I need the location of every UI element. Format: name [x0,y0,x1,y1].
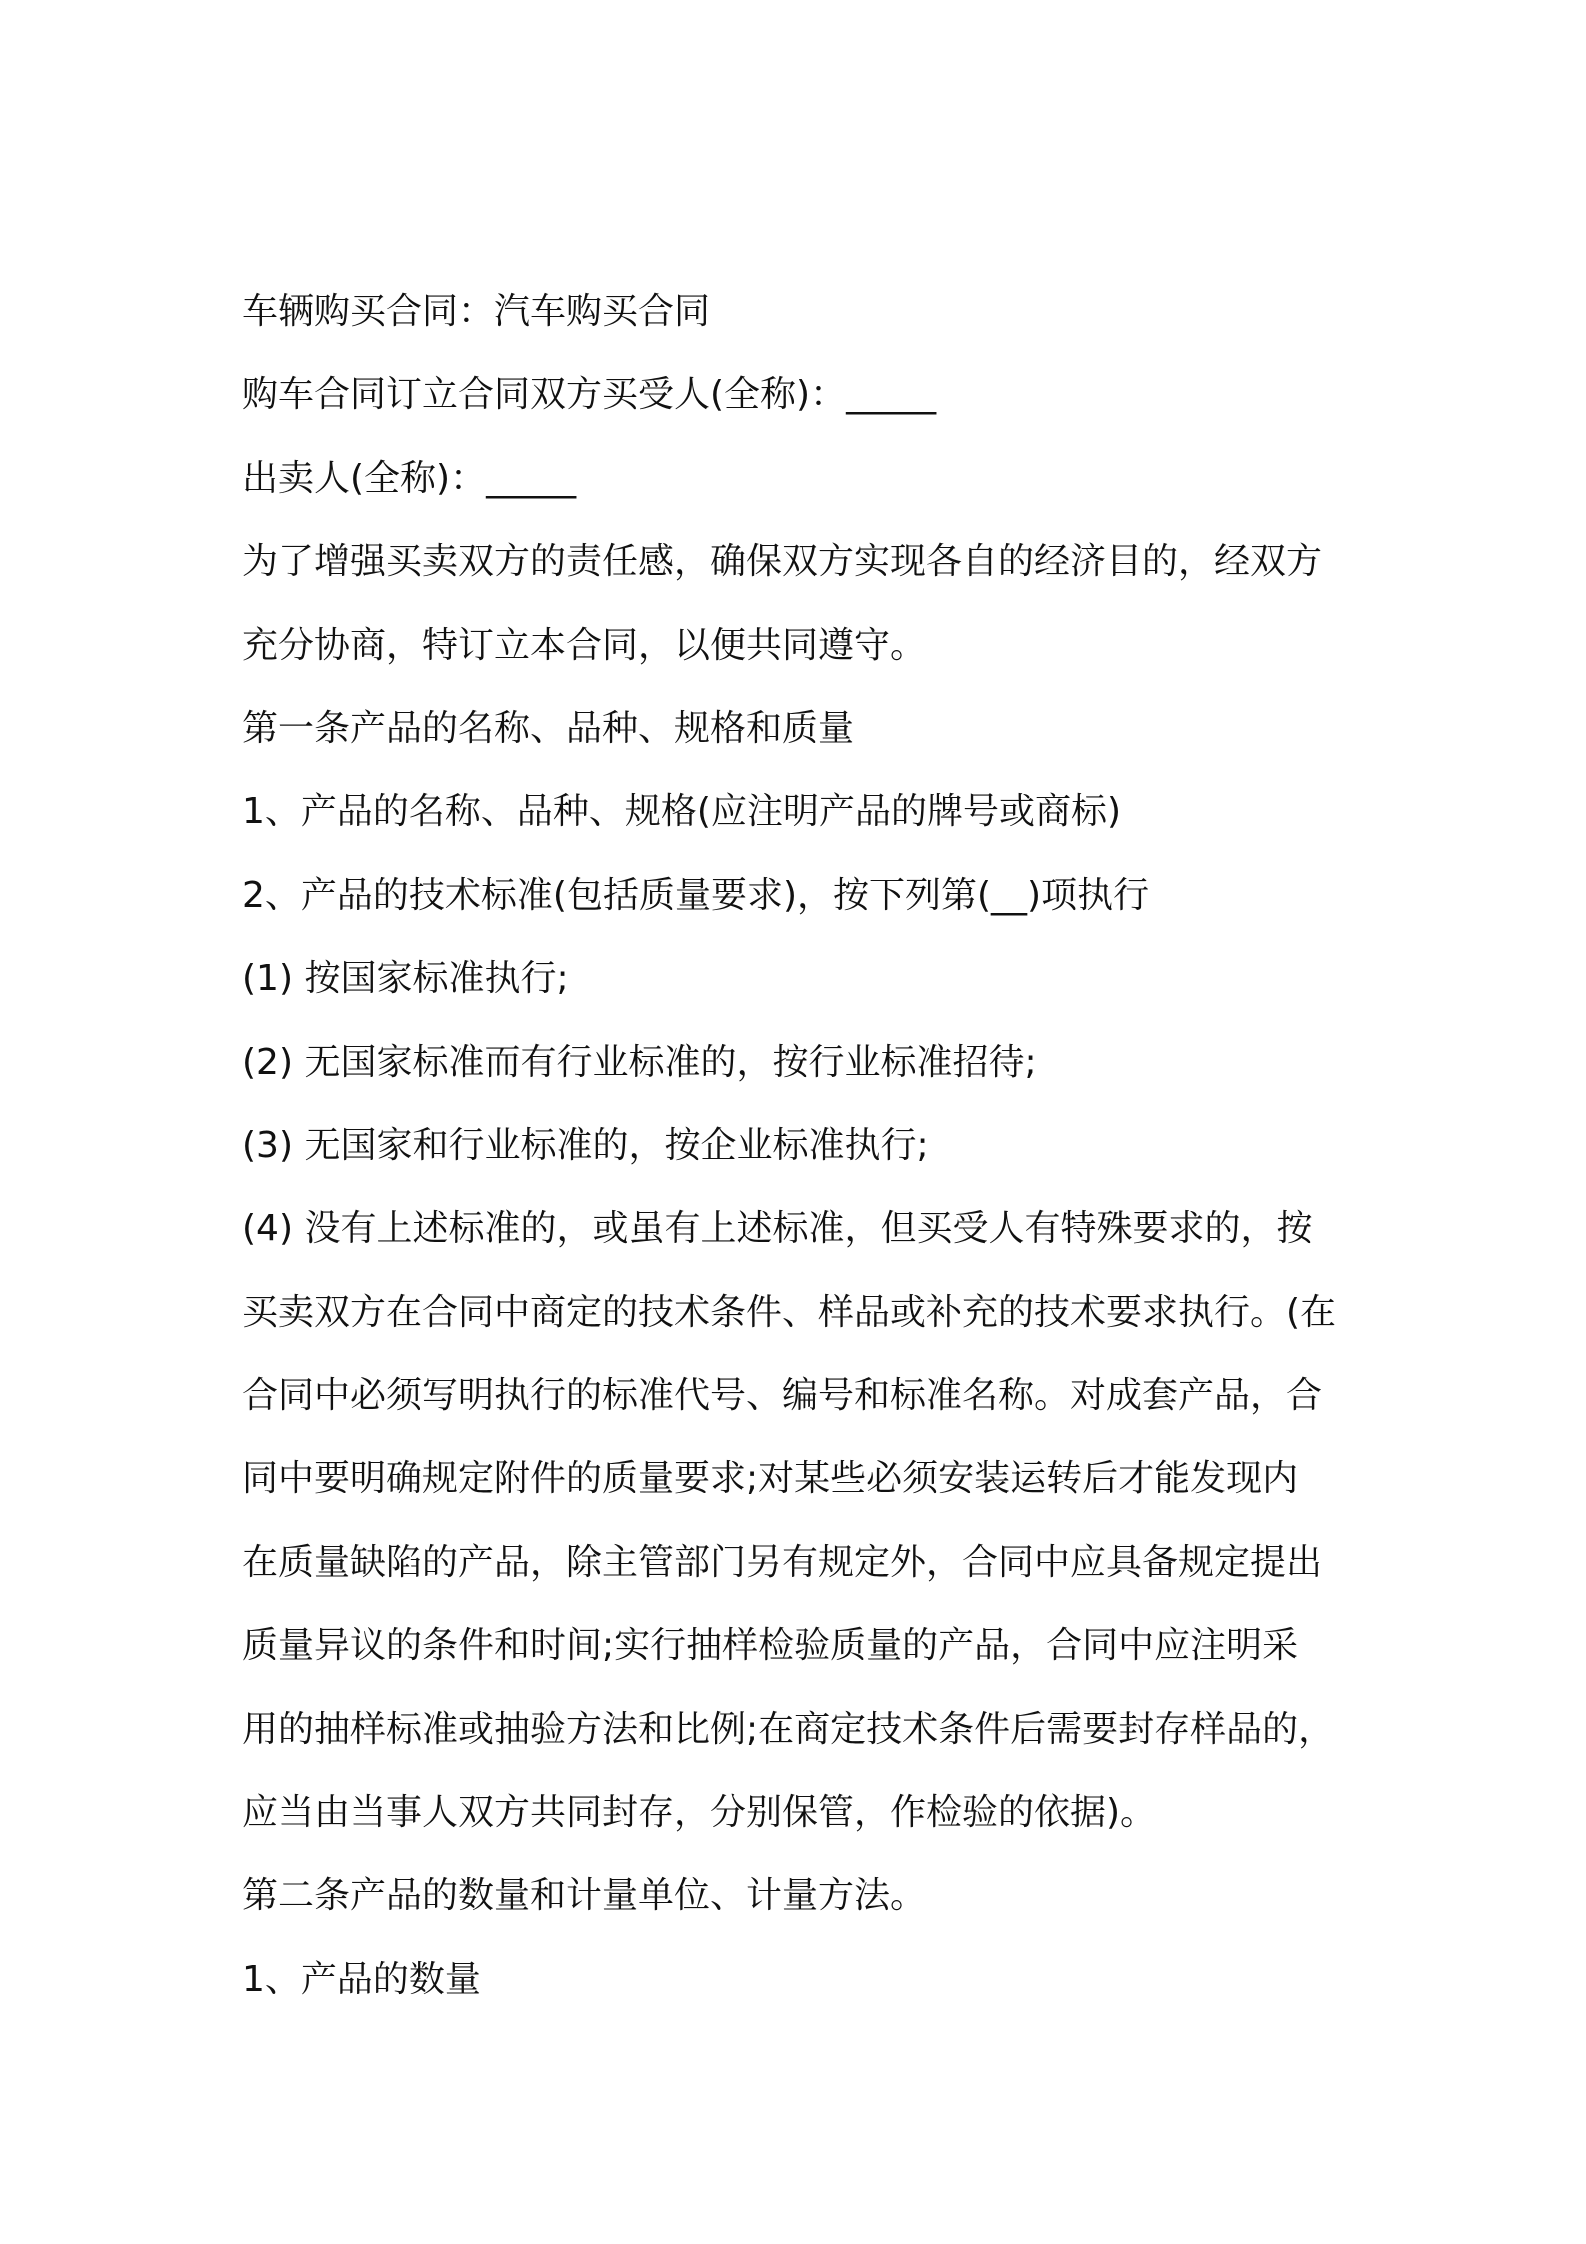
paragraph-line: 质量异议的条件和时间;实行抽样检验质量的产品，合同中应注明采 [242,1625,1299,1667]
document-title: 车辆购买合同：汽车购买合同 [242,291,711,332]
paragraph-line: 为了增强买卖双方的责任感，确保双方实现各自的经济目的，经双方 [242,541,1323,583]
paragraph-line: 同中要明确规定附件的质量要求;对某些必须安装运转后才能发现内 [242,1458,1299,1500]
article-heading: 第二条产品的数量和计量单位、计量方法。 [242,1875,927,1917]
clause-line: 1、产品的数量 [242,1958,481,2000]
paragraph-line: 买卖双方在合同中商定的技术条件、样品或补充的技术要求执行。(在 [242,1291,1337,1333]
seller-line: 出卖人(全称)：_____ [242,457,577,499]
clause-line: 1、产品的名称、品种、规格(应注明产品的牌号或商标) [242,791,1121,833]
buyer-line: 购车合同订立合同双方买受人(全称)：_____ [242,374,937,416]
paragraph-line: 用的抽样标准或抽验方法和比例;在商定技术条件后需要封存样品的， [242,1708,1335,1750]
paragraph-line: 应当由当事人双方共同封存，分别保管，作检验的依据)。 [242,1792,1157,1834]
list-item: (1) 按国家标准执行; [242,958,569,1000]
paragraph-line: 合同中必须写明执行的标准代号、编号和标准名称。对成套产品，合 [242,1375,1323,1417]
paragraph-line: 在质量缺陷的产品，除主管部门另有规定外，合同中应具备规定提出 [242,1541,1323,1583]
list-item: (2) 无国家标准而有行业标准的，按行业标准招待; [242,1041,1037,1083]
clause-line: 2、产品的技术标准(包括质量要求)，按下列第(__)项执行 [242,874,1150,916]
article-heading: 第一条产品的名称、品种、规格和质量 [242,707,855,749]
paragraph-line: 充分协商，特订立本合同，以便共同遵守。 [242,624,927,666]
list-item: (4) 没有上述标准的，或虽有上述标准，但买受人有特殊要求的，按 [242,1208,1313,1250]
list-item: (3) 无国家和行业标准的，按企业标准执行; [242,1124,929,1166]
document-body [242,270,1362,2021]
